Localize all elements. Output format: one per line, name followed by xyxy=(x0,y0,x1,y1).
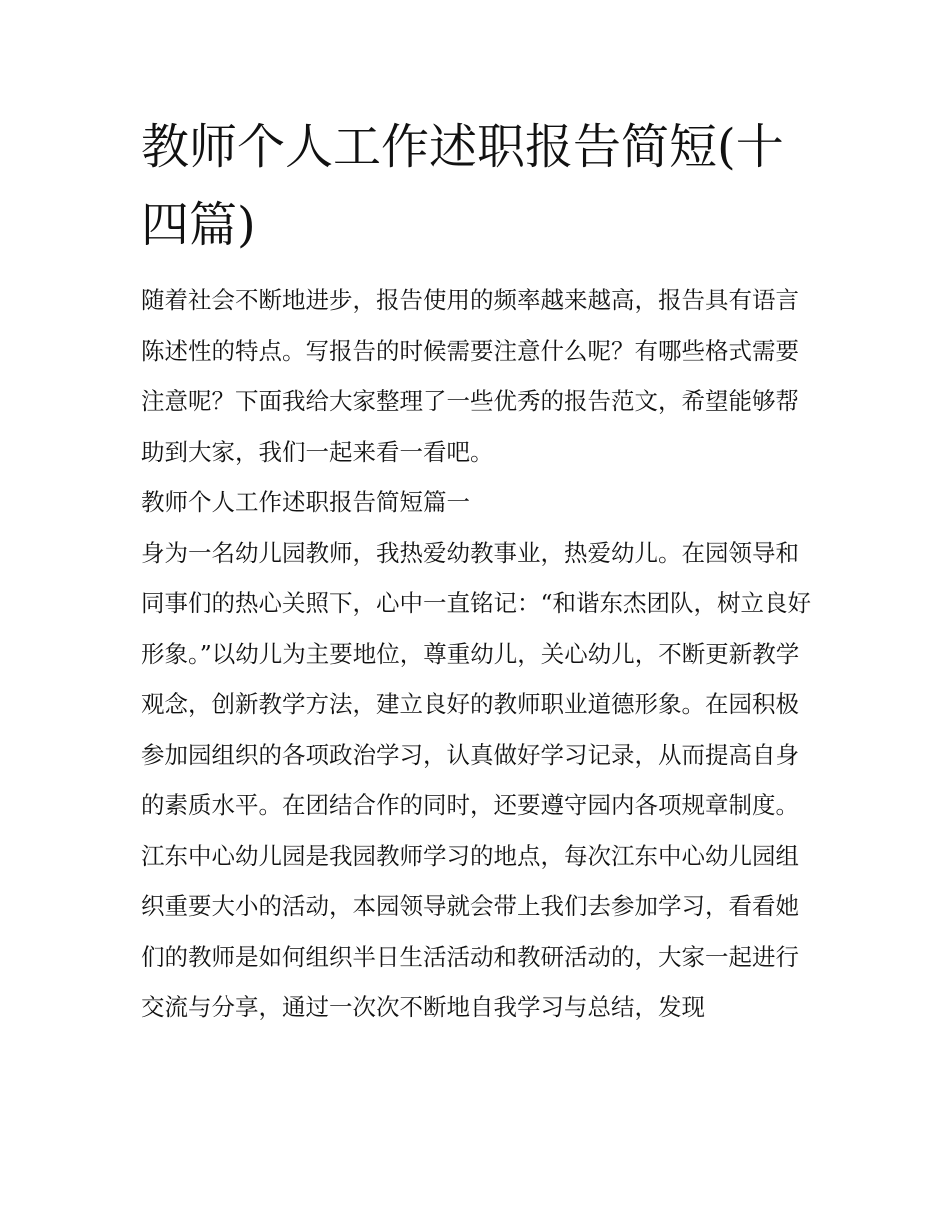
body-paragraph: 江东中心幼儿园是我园教师学习的地点，每次江东中心幼儿园组织重要大小的活动，本园领导就会带上我们去参加学习，看看她们的教师是如何组织半日生活活动和教研活动的，大家一起进行交流与分享，通过一次次不断地自我学习与总结，发现 xyxy=(141,841,799,1021)
section-heading: 教师个人工作述职报告简短篇一 xyxy=(141,488,470,516)
document-title: 教师个人工作述职报告简短(十四篇) xyxy=(141,119,784,253)
document-body xyxy=(141,108,813,1033)
intro-paragraph: 随着社会不断地进步，报告使用的频率越来越高，报告具有语言陈述性的特点。写报告的时候需要注意什么呢？有哪些格式需要注意呢？下面我给大家整理了一些优秀的报告范文，希望能够帮助到大家，我们一起来看一看吧。 xyxy=(141,286,799,466)
body-paragraph: 身为一名幼儿园教师，我热爱幼教事业，热爱幼儿。在园领导和同事们的热心关照下，心中一直铭记：“和谐东杰团队，树立良好形象。”以幼儿为主要地位，尊重幼儿，关心幼儿，不断更新教学观念，创新教学方法，建立良好的教师职业道德形象。在园积极参加园组织的各项政治学习，认真做好学习记录，从而提高自身的素质水平。在团结合作的同时，还要遵守园内各项规章制度。 xyxy=(141,538,812,819)
